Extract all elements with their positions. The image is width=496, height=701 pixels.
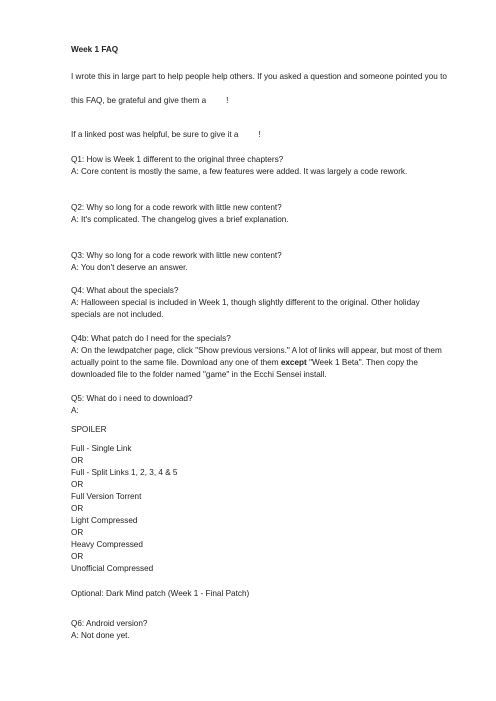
- document-title: Week 1 FAQ: [71, 45, 119, 54]
- intro-line-3: [71, 130, 261, 140]
- download-item[interactable]: Full Version Torrent: [71, 492, 142, 501]
- question-q1: Q1: How is Week 1 different to the original three chapters?: [71, 155, 284, 164]
- answer-a4b-line-2-start: actually point to the same file. Download any one of them: [71, 358, 279, 367]
- question-q3: Q3: Why so long for a code rework with little new content?: [71, 251, 282, 260]
- answer-a2: A: It's complicated. The changelog gives a brief explanation.: [71, 215, 289, 224]
- answer-a3: A: You don't deserve an answer.: [71, 263, 188, 272]
- download-separator: OR: [71, 552, 84, 561]
- answer-a4b-emphasis: except: [280, 358, 307, 367]
- answer-a4-line-2: specials are not included.: [71, 310, 164, 319]
- intro-line-2: [71, 96, 228, 106]
- answer-a4b-line-1: A: On the lewdpatcher page, click "Show previous versions." A lot of links will appear, but most of them: [71, 346, 442, 355]
- question-q6: Q6: Android version?: [71, 619, 148, 628]
- question-q4: Q4: What about the specials?: [71, 286, 179, 295]
- answer-a4b-line-2: [71, 358, 418, 368]
- download-item[interactable]: Full - Split Links 1, 2, 3, 4 & 5: [71, 468, 178, 477]
- download-separator: OR: [71, 504, 84, 513]
- answer-a6: A: Not done yet.: [71, 631, 130, 640]
- answer-a1: A: Core content is mostly the same, a few features were added. It was largely a code rework.: [71, 167, 408, 176]
- answer-a4b-line-3: downloaded file to the folder named "game" in the Ecchi Sensei install.: [71, 370, 327, 379]
- download-separator: OR: [71, 480, 84, 489]
- question-q2: Q2: Why so long for a code rework with little new content?: [71, 203, 282, 212]
- download-item[interactable]: Unofficial Compressed: [71, 564, 154, 573]
- intro-line-2-exclaim: !: [226, 96, 229, 105]
- answer-a5: A:: [71, 406, 79, 415]
- intro-line-3-exclaim: !: [258, 130, 261, 139]
- answer-a4b-line-2-end: "Week 1 Beta". Then copy the: [309, 358, 418, 367]
- spoiler-label[interactable]: SPOILER: [71, 425, 107, 434]
- intro-line-1: I wrote this in large part to help people help others. If you asked a question and someone pointed you to: [71, 72, 447, 81]
- download-separator: OR: [71, 456, 84, 465]
- download-separator: OR: [71, 528, 84, 537]
- answer-a4-line-1: A: Halloween special is included in Week 1, though slightly different to the original. Other holiday: [71, 298, 420, 307]
- question-q5: Q5: What do i need to download?: [71, 394, 193, 403]
- intro-line-2-text: this FAQ, be grateful and give them a: [71, 96, 207, 105]
- question-q4b: Q4b: What patch do I need for the specials?: [71, 334, 231, 343]
- download-item[interactable]: Heavy Compressed: [71, 540, 143, 549]
- download-item[interactable]: Light Compressed: [71, 516, 138, 525]
- intro-line-3-text: If a linked post was helpful, be sure to give it a: [71, 130, 239, 139]
- optional-patch[interactable]: Optional: Dark Mind patch (Week 1 - Final Patch): [71, 589, 250, 598]
- download-item[interactable]: Full - Single Link: [71, 444, 132, 453]
